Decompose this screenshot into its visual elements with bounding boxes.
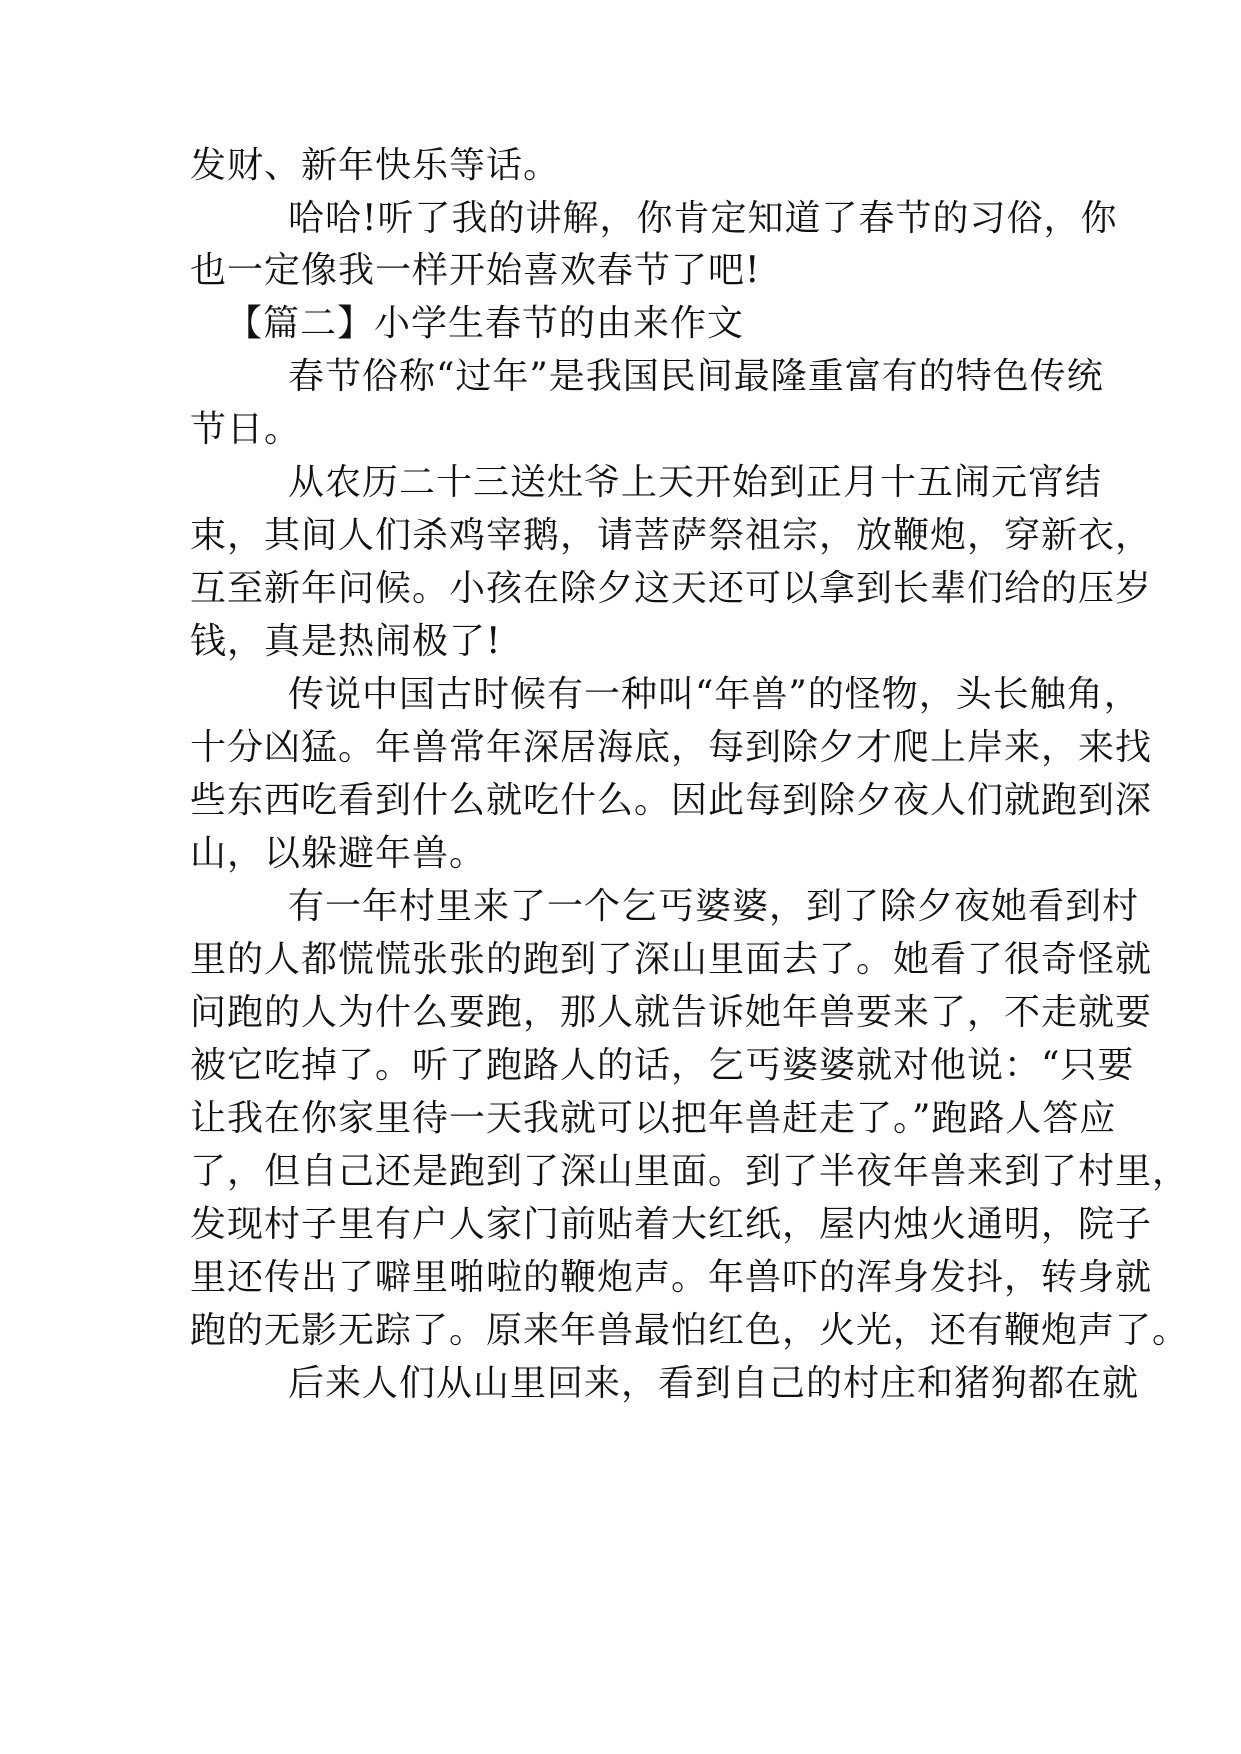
text-line: 里还传出了噼里啪啦的鞭炮声。年兽吓的浑身发抖，转身就 xyxy=(190,1257,1153,1298)
text-line: 有一年村里来了一个乞丐婆婆，到了除夕夜她看到村 xyxy=(288,886,1140,927)
text-line: 春节俗称“过年”是我国民间最隆重富有的特色传统 xyxy=(288,356,1104,397)
text-line: 节日。 xyxy=(190,409,302,450)
text-line: 被它吃掉了。听了跑路人的话，乞丐婆婆就对他说：“只要 xyxy=(190,1045,1135,1086)
text-line: 发现村子里有户人家门前贴着大红纸，屋内烛火通明，院子 xyxy=(190,1204,1153,1245)
text-line: 传说中国古时候有一种叫“年兽”的怪物，头长触角， xyxy=(288,674,1141,715)
text-line: 问跑的人为什么要跑，那人就告诉她年兽要来了，不走就要 xyxy=(190,992,1153,1033)
text-line: 互至新年问候。小孩在除夕这天还可以拿到长辈们给的压岁 xyxy=(190,568,1153,609)
text-line: 让我在你家里待一天我就可以把年兽赶走了。”跑路人答应 xyxy=(190,1098,1117,1139)
text-line: 发财、新年快乐等话。 xyxy=(190,145,561,186)
text-line: 钱，真是热闹极了! xyxy=(190,621,502,662)
text-line: 也一定像我一样开始喜欢春节了吧! xyxy=(190,250,761,291)
text-line: 后来人们从山里回来，看到自己的村庄和猪狗都在就 xyxy=(288,1363,1140,1404)
text-line: 从农历二十三送灶爷上天开始到正月十五闹元宵结 xyxy=(288,462,1103,503)
text-line: 山，以躲避年兽。 xyxy=(190,833,487,874)
text-line: 跑的无影无踪了。原来年兽最怕红色，火光，还有鞭炮声了。 xyxy=(190,1310,1190,1351)
text-line: 束，其间人们杀鸡宰鹅，请菩萨祭祖宗，放鞭炮，穿新衣， xyxy=(190,515,1153,556)
text-line: 里的人都慌慌张张的跑到了深山里面去了。她看了很奇怪就 xyxy=(190,939,1153,980)
text-line: 哈哈!听了我的讲解，你肯定知道了春节的习俗，你 xyxy=(288,198,1118,239)
text-line: 十分凶猛。年兽常年深居海底，每到除夕才爬上岸来，来找 xyxy=(190,727,1153,768)
section-heading: 【篇二】小学生春节的由来作文 xyxy=(226,303,745,344)
text-line: 些东西吃看到什么就吃什么。因此每到除夕夜人们就跑到深 xyxy=(190,780,1153,821)
text-line: 了，但自己还是跑到了深山里面。到了半夜年兽来到了村里， xyxy=(190,1151,1190,1192)
